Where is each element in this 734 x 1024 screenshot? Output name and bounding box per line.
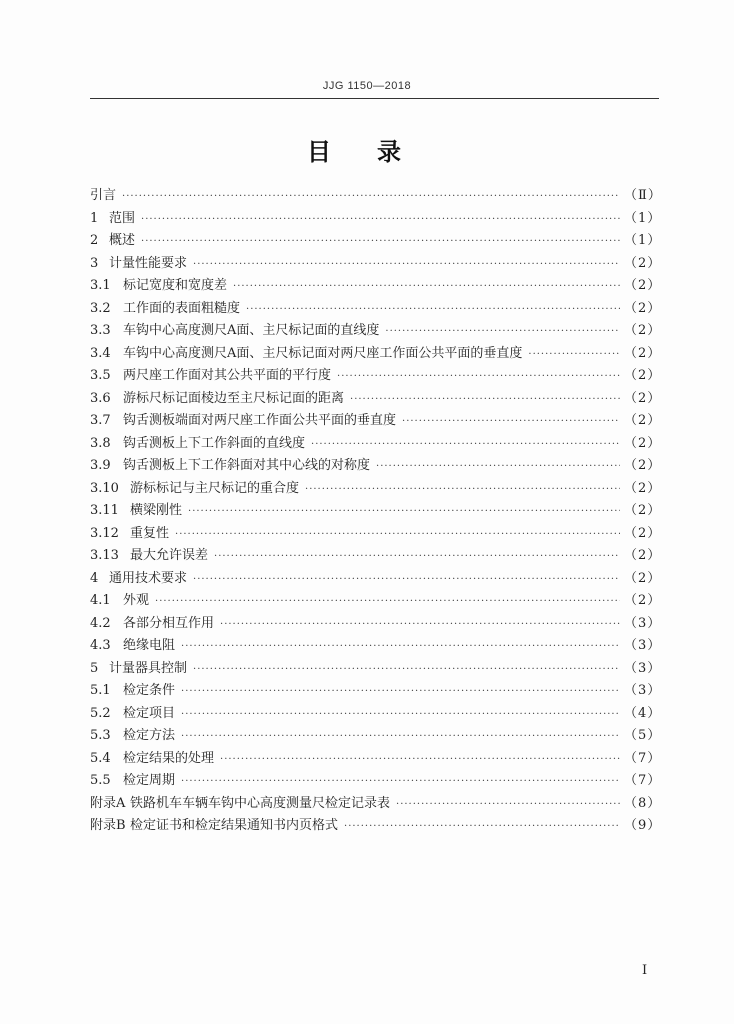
toc-leader-dots [181,704,620,727]
toc-entry-number: 3.4 [90,345,111,361]
toc-entry[interactable] [90,748,660,771]
toc-entry[interactable] [90,298,660,321]
toc-entry-title: 标记宽度和宽度差 [123,278,228,293]
toc-entry-title: 检定周期 [123,773,176,788]
toc-entry-title: 检定项目 [123,705,176,721]
toc-entry-page: （2） [624,278,662,293]
toc-entry[interactable] [90,230,660,253]
toc-entry-number: 5 [90,660,99,676]
toc-entry[interactable] [90,725,660,748]
toc-entry-title: 车钩中心高度测尺A面、主尺标记面的直线度 [123,323,380,338]
toc-entry-page: （3） [624,615,662,631]
toc-entry-page: （3） [624,638,662,653]
toc-entry-title: 绝缘电阻 [123,638,176,653]
toc-leader-dots [122,186,620,209]
toc-entry-page: （2） [624,368,662,383]
toc-entry-number: 4 [90,570,99,586]
toc-entry-title: 检定方法 [123,728,176,743]
toc-entry[interactable] [90,455,660,478]
toc-leader-dots [175,524,620,547]
toc-entry[interactable] [90,568,660,591]
toc-entry-title: 横梁刚性 [130,503,183,518]
toc-leader-dots [193,659,620,682]
toc-entry-title: 钩舌测板上下工作斜面的直线度 [123,435,306,451]
toc-leader-dots [181,681,620,704]
toc-entry-number: 2 [90,233,99,248]
toc-entry-number: 5.1 [90,683,111,698]
toc-entry-number: 3.9 [90,458,111,473]
toc-entry-page: （8） [624,795,662,811]
toc-entry-number: 3.3 [90,323,111,338]
toc-entry-page: （2） [624,525,662,541]
toc-entry-title: 通用技术要求 [109,570,188,586]
toc-leader-dots [376,456,620,479]
toc-entry-title: 范围 [109,210,136,226]
toc-entry-title: 两尺座工作面对其公共平面的平行度 [123,368,332,383]
toc-entry-title: 工作面的表面粗糙度 [123,300,241,316]
toc-entry-title: 检定结果的处理 [123,750,215,766]
toc-entry-title: 重复性 [130,525,170,541]
toc-entry[interactable] [90,770,660,793]
toc-leader-dots [141,209,620,232]
toc-entry[interactable] [90,815,660,838]
toc-leader-dots [337,366,620,389]
toc-entry[interactable] [90,500,660,523]
toc-leader-dots [181,636,620,659]
toc-entry[interactable] [90,320,660,343]
toc-leader-dots [214,546,620,569]
toc-leader-dots [528,344,620,367]
toc-entry-title: 外观 [123,593,150,608]
toc-entry[interactable] [90,253,660,276]
toc-entry-number: 3.2 [90,300,111,316]
toc-entry-title: 车钩中心高度测尺A面、主尺标记面对两尺座工作面公共平面的垂直度 [123,345,523,361]
toc-leader-dots [141,231,620,254]
toc-leader-dots [311,434,620,457]
toc-entry[interactable] [90,410,660,433]
toc-leader-dots [344,816,620,839]
toc-leader-dots [155,591,620,614]
toc-entry-page: （5） [624,728,662,743]
toc-entry-page: （2） [624,323,662,338]
toc-entry-page: （2） [624,413,662,428]
toc-leader-dots [402,411,620,434]
toc-entry[interactable] [90,523,660,546]
toc-leader-dots [188,501,620,524]
toc-entry-number: 5.4 [90,750,111,766]
toc-entry-page: （2） [624,390,662,406]
toc-entry-page: （1） [624,210,662,226]
toc-entry-page: （2） [624,593,662,608]
toc-entry-title: 钩舌测板端面对两尺座工作面公共平面的垂直度 [123,413,397,428]
toc-entry-number: 4.3 [90,638,111,653]
toc-entry-title: 游标标记与主尺标记的重合度 [130,480,300,496]
page-number: Ⅰ [642,963,648,978]
toc-entry-page: （3） [624,660,662,676]
header-rule [90,98,659,99]
toc-leader-dots [220,749,620,772]
toc-entry-page: （1） [624,233,662,248]
toc-entry-page: （2） [624,570,662,586]
toc-entry[interactable] [90,185,660,208]
toc-entry[interactable] [90,680,660,703]
standard-code: JJG 1150—2018 [322,80,412,92]
toc-entry-title: 计量性能要求 [109,255,188,271]
toc-leader-dots [246,299,620,322]
toc-entry[interactable] [90,613,660,636]
toc-entry-page: （2） [624,255,662,271]
toc-entry-number: 3.7 [90,413,111,428]
toc-entry-number: 4.1 [90,593,111,608]
table-of-contents [90,185,660,838]
toc-entry-page: （2） [624,458,662,473]
toc-entry-page: （2） [624,435,662,451]
toc-entry-number: 5.2 [90,705,111,721]
toc-entry[interactable] [90,388,660,411]
toc-entry-title: 检定证书和检定结果通知书内页格式 [130,818,339,833]
toc-entry-number: 1 [90,210,99,226]
toc-entry-number: 3.8 [90,435,111,451]
toc-entry[interactable] [90,658,660,681]
toc-entry-page: （2） [624,345,662,361]
toc-leader-dots [350,389,620,412]
toc-entry-title: 游标尺标记面棱边至主尺标记面的距离 [123,390,345,406]
toc-entry-title: 概述 [109,233,136,248]
toc-entry[interactable] [90,478,660,501]
page-title: 目录 [307,138,447,166]
toc-entry[interactable] [90,703,660,726]
toc-entry-page: （2） [624,548,662,563]
toc-entry-page: （Ⅱ） [624,188,662,203]
toc-leader-dots [193,569,620,592]
toc-entry-title: 钩舌测板上下工作斜面对其中心线的对称度 [123,458,371,473]
toc-entry-number: 3.1 [90,278,111,293]
toc-leader-dots [385,321,620,344]
toc-entry-title: 最大允许误差 [130,548,209,563]
toc-leader-dots [181,771,620,794]
toc-entry-number: 3.12 [90,525,119,541]
toc-leader-dots [220,614,620,637]
toc-entry-number: 3 [90,255,99,271]
toc-entry-page: （7） [624,750,662,766]
toc-entry-title: 计量器具控制 [109,660,188,676]
toc-entry-title: 引言 [90,188,117,203]
toc-entry[interactable] [90,590,660,613]
toc-leader-dots [396,794,620,817]
toc-leader-dots [305,479,620,502]
toc-entry-number: 3.13 [90,548,119,563]
toc-entry[interactable] [90,208,660,231]
toc-entry-page: （2） [624,480,662,496]
toc-entry-number: 附录B [90,818,126,833]
toc-entry-page: （7） [624,773,662,788]
toc-entry[interactable] [90,343,660,366]
toc-entry-page: （2） [624,503,662,518]
toc-entry-page: （2） [624,300,662,316]
toc-entry[interactable] [90,365,660,388]
toc-entry-number: 附录A [90,795,126,811]
toc-entry[interactable] [90,433,660,456]
toc-entry[interactable] [90,635,660,658]
toc-entry-number: 3.11 [90,503,119,518]
toc-leader-dots [193,254,620,277]
toc-entry[interactable] [90,275,660,298]
toc-entry-number: 4.2 [90,615,111,631]
toc-entry-title: 铁路机车车辆车钩中心高度测量尺检定记录表 [130,795,391,811]
toc-entry-number: 5.3 [90,728,111,743]
toc-entry-page: （4） [624,705,662,721]
toc-leader-dots [233,276,620,299]
toc-entry-title: 各部分相互作用 [123,615,215,631]
toc-entry-title: 检定条件 [123,683,176,698]
toc-entry-number: 3.10 [90,480,119,496]
toc-entry[interactable] [90,793,660,816]
toc-entry-number: 5.5 [90,773,111,788]
toc-entry-page: （9） [624,818,662,833]
toc-entry-page: （3） [624,683,662,698]
toc-entry[interactable] [90,545,660,568]
toc-entry-number: 3.5 [90,368,111,383]
toc-entry-number: 3.6 [90,390,111,406]
toc-leader-dots [181,726,620,749]
